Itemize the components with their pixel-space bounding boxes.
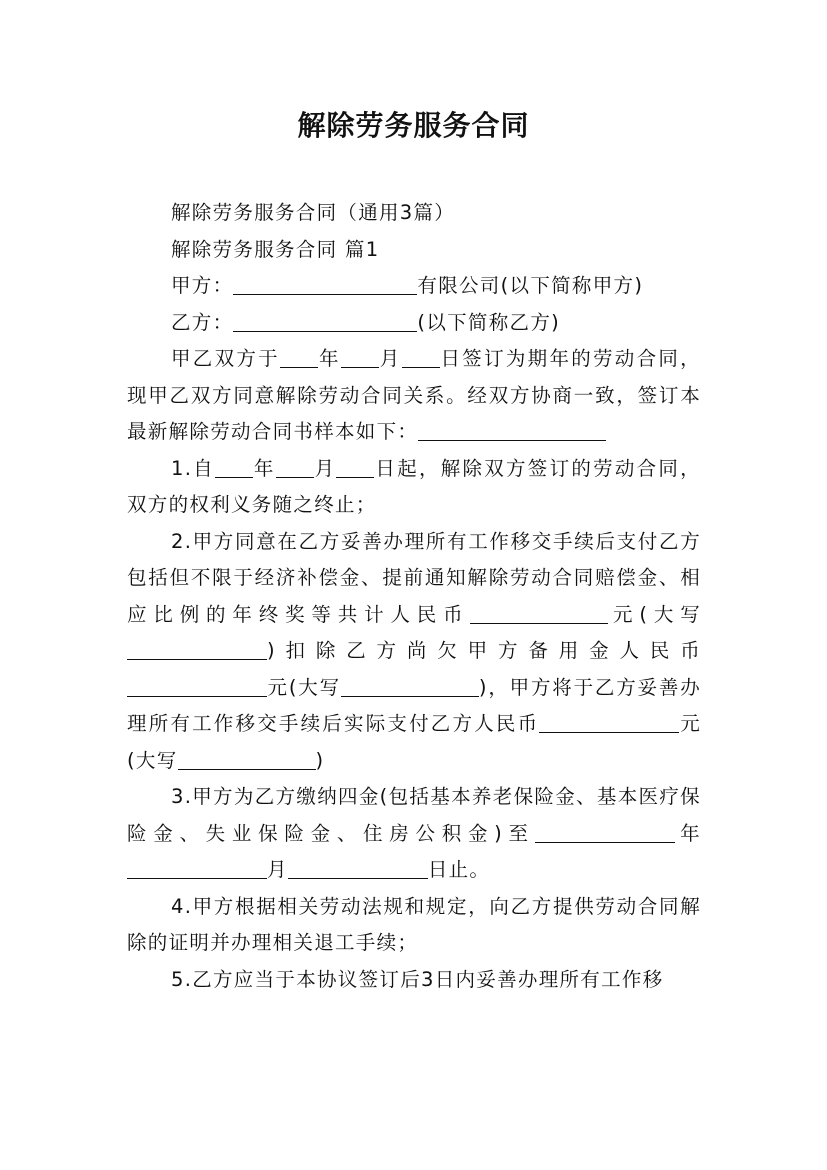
clause-1-year-label: 年 bbox=[252, 456, 276, 480]
preamble-year-label: 年 bbox=[317, 347, 341, 370]
deduction-words-blank bbox=[341, 674, 479, 697]
clause-4 bbox=[127, 889, 701, 962]
clause-2-text-e: )，甲方将于乙方妥善办理所有工作移交手续后实际支付乙方人民币 bbox=[127, 675, 701, 735]
clause-3-text-a: 3.甲方为乙方缴纳四金(包括基本养老保险金、基本医疗保险金、失业保险金、住房公积金)至 bbox=[127, 785, 701, 845]
clause-1-year-blank bbox=[215, 455, 253, 478]
intro-text: 解除劳务服务合同（通用3篇） bbox=[171, 201, 456, 224]
clause-3-year-blank bbox=[535, 820, 675, 843]
deduction-amount-blank bbox=[127, 674, 267, 697]
party-b-line bbox=[127, 305, 701, 342]
section-heading-text: 解除劳务服务合同 篇1 bbox=[171, 237, 380, 261]
clause-1-text-a: 1.自 bbox=[171, 456, 215, 480]
clause-1-month-blank bbox=[276, 455, 314, 478]
clause-3-month-label: 月 bbox=[267, 858, 288, 881]
clause-1-month-label: 月 bbox=[313, 456, 337, 480]
clause-2-text-c: )扣除乙方尚欠甲方备用金人民币 bbox=[267, 639, 701, 662]
party-a-suffix: 有限公司(以下简称甲方) bbox=[417, 274, 644, 297]
clause-1-day-blank bbox=[336, 455, 374, 478]
party-b-name-blank bbox=[233, 309, 417, 332]
party-b-suffix: (以下简称乙方) bbox=[417, 310, 561, 334]
clause-3-text-d: 日止。 bbox=[427, 858, 491, 881]
sign-year-blank bbox=[280, 345, 318, 368]
party-a-name-blank bbox=[233, 272, 417, 295]
party-b-prefix: 乙方： bbox=[171, 310, 234, 334]
clause-1 bbox=[127, 451, 701, 524]
clause-3-month-blank bbox=[127, 856, 267, 879]
intro-paragraph bbox=[127, 195, 701, 232]
section-heading bbox=[127, 232, 701, 269]
clause-5-text: 5.乙方应当于本协议签订后3日内妥善办理所有工作移 bbox=[171, 967, 664, 991]
clause-2-text-d: 元(大写 bbox=[267, 675, 341, 699]
preamble-text-2: 日签订为期年的劳动合同，现甲乙双方同意解除劳动合同关系。经双方协商一致，签订本最新解除劳动合同书样本如下： bbox=[127, 347, 701, 443]
preamble-end-blank bbox=[418, 418, 606, 441]
sign-day-blank bbox=[402, 345, 440, 368]
clause-2-text-b: 元(大写 bbox=[607, 602, 701, 626]
clause-4-text: 4.甲方根据相关劳动法规和规定，向乙方提供劳动合同解除的证明并办理相关退工手续； bbox=[127, 894, 701, 954]
clause-2 bbox=[127, 524, 701, 780]
clause-2-text-a: 2.甲方同意在乙方妥善办理所有工作移交手续后支付乙方包括但不限于经济补偿金、提前通知解除劳动合同赔偿金、相应比例的年终奖等共计人民币 bbox=[127, 529, 701, 626]
party-a-line bbox=[127, 268, 701, 305]
total-amount-blank bbox=[470, 601, 608, 624]
clause-3-year-label: 年 bbox=[674, 821, 701, 845]
clause-2-text-g: ) bbox=[315, 748, 325, 772]
clause-2-text-f: 元(大写 bbox=[127, 712, 701, 772]
preamble-paragraph bbox=[127, 341, 701, 451]
payment-words-blank bbox=[178, 747, 316, 770]
preamble-month-label: 月 bbox=[378, 347, 402, 370]
payment-amount-blank bbox=[539, 710, 679, 733]
clause-1-text-b: 日起，解除双方签订的劳动合同，双方的权利义务随之终止； bbox=[127, 456, 701, 516]
document-title: 解除劳务服务合同 bbox=[297, 109, 530, 142]
sign-month-blank bbox=[341, 345, 379, 368]
total-amount-words-blank bbox=[127, 637, 267, 660]
clause-3 bbox=[127, 779, 701, 889]
party-a-prefix: 甲方： bbox=[171, 274, 234, 297]
clause-3-day-blank bbox=[288, 856, 428, 879]
preamble-text-1: 甲乙双方于 bbox=[171, 347, 280, 370]
document-body bbox=[127, 195, 701, 998]
clause-5 bbox=[127, 962, 701, 999]
